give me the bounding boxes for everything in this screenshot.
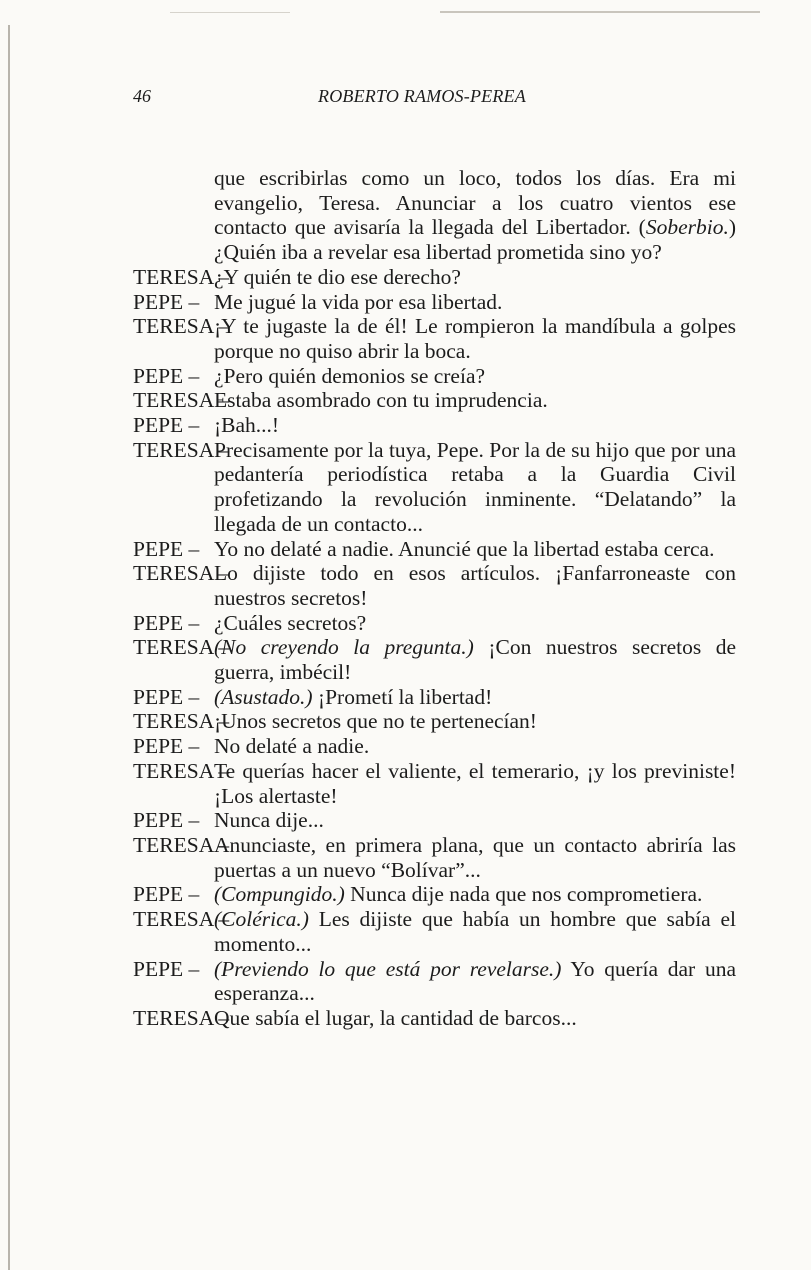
spoken-line: No delaté a nadie. (214, 734, 370, 759)
speaker-name: TERESA – (133, 561, 230, 586)
spoken-line: Yo no delaté a nadie. Anuncié que la libertad estaba cerca. (214, 536, 715, 561)
spoken-line: Me jugué la vida por esa libertad. (214, 289, 503, 314)
page-header (0, 86, 811, 110)
dialogue-text (214, 314, 736, 363)
spoken-line: ¡Bah...! (214, 413, 280, 438)
dialogue-text (214, 907, 736, 956)
dialogue-text (214, 1006, 736, 1031)
speaker-name: TERESA – (133, 907, 230, 932)
dialogue-entry (0, 808, 736, 833)
spoken-line: ¡Prometí la libertad! (317, 684, 493, 709)
stage-direction: (Asustado.) (214, 684, 313, 709)
dialogue-entry (0, 734, 736, 759)
stage-direction: (Compungido.) (214, 882, 345, 907)
speaker-name: PEPE – (133, 808, 200, 833)
spoken-line: Lo dijiste todo en esos artículos. ¡Fanfarroneaste con nuestros secretos! (214, 561, 736, 610)
dialogue-text (214, 833, 736, 882)
continuation-text: que escribirlas como un loco, todos los días. Era mi evangelio, Teresa. Anunciar a los cuatro vientos ese contacto que avisaría la llegada del Libertador. (Soberbio.) ¿Quién iba a revelar esa libertad prometida sino yo? (214, 166, 736, 265)
scan-top-rule (440, 11, 760, 13)
spoken-line: ¡Unos secretos que no te pertenecían! (214, 709, 537, 734)
dialogue-entry (0, 561, 736, 610)
speaker-name: TERESA – (133, 832, 230, 857)
dialogue-text (214, 290, 736, 315)
stage-direction: (No creyendo la pregunta.) (214, 635, 474, 660)
speaker-name: TERESA – (133, 635, 230, 660)
speaker-name: TERESA – (133, 388, 230, 413)
spoken-line: Les dijiste que había un hombre que sabía el momento... (214, 907, 737, 956)
spoken-line: Yo quería dar una esperanza... (214, 956, 736, 1006)
dialogue-entry (0, 1006, 736, 1031)
dialogue-entry (0, 957, 736, 1006)
dialogue-text (214, 808, 736, 833)
speaker-name: PEPE – (133, 956, 200, 981)
spoken-line: ¿Y quién te dio ese derecho? (214, 264, 461, 289)
speaker-name: PEPE – (133, 363, 200, 388)
dialogue-text (214, 759, 736, 808)
spoken-line: ¡Y te jugaste la de él! Le rompieron la mandíbula a golpes porque no quiso abrir la boca. (214, 314, 736, 363)
dialogue-entry (0, 759, 736, 808)
dialogue-text (214, 438, 736, 537)
running-head: ROBERTO RAMOS-PEREA (318, 86, 526, 106)
spoken-line: Nunca dije nada que nos comprometiera. (350, 882, 703, 907)
spoken-line: Te querías hacer el valiente, el temerario, ¡y los previniste! ¡Los alertaste! (214, 758, 736, 808)
dialogue-entry (0, 388, 736, 413)
dialogue-text (214, 734, 736, 759)
dialogue-entry (0, 685, 736, 710)
speaker-name: PEPE – (133, 536, 200, 561)
dialogue-entry (0, 314, 736, 363)
dialogue-text (214, 882, 736, 907)
dialogue-text (214, 265, 736, 290)
spoken-line: Nunca dije... (214, 808, 324, 833)
spoken-line: ¡Con nuestros secretos de guerra, imbécil! (214, 635, 737, 685)
speaker-name: TERESA – (133, 437, 230, 462)
dialogue-entry (0, 833, 736, 882)
dialogue-entry (0, 537, 736, 562)
play-text (0, 166, 811, 1031)
dialogue-text (214, 561, 736, 610)
dialogue-entry (0, 907, 736, 956)
speaker-name: PEPE – (133, 734, 200, 759)
speaker-name: TERESA – (133, 1005, 230, 1030)
speaker-name: PEPE – (133, 610, 200, 635)
dialogue-text (214, 957, 736, 1006)
continuation-paragraph (0, 166, 736, 265)
dialogue-text (214, 388, 736, 413)
stage-direction: (Previendo lo que está por revelarse.) (214, 956, 562, 981)
speaker-name: TERESA – (133, 709, 230, 734)
dialogue-entry (0, 635, 736, 684)
dialogue-entry (0, 709, 736, 734)
page-number: 46 (133, 86, 151, 106)
dialogue-text (214, 685, 736, 710)
speaker-name: PEPE – (133, 684, 200, 709)
speaker-name: PEPE – (133, 882, 200, 907)
scan-top-rule (170, 12, 290, 13)
dialogue-entry (0, 611, 736, 636)
dialogue-text (214, 413, 736, 438)
spoken-line: Anunciaste, en primera plana, que un contacto abriría las puertas a un nuevo “Bolívar”... (214, 832, 736, 882)
dialogue-text (214, 537, 736, 562)
dialogue-text (214, 364, 736, 389)
dialogue-entry (0, 290, 736, 315)
dialogue-entry (0, 265, 736, 290)
dialogue-text (214, 611, 736, 636)
dialogue-entry (0, 413, 736, 438)
dialogue-text (214, 635, 736, 684)
speaker-name: PEPE – (133, 413, 200, 438)
dialogue-entry (0, 882, 736, 907)
dialogue-entry (0, 364, 736, 389)
spoken-line: Estaba asombrado con tu imprudencia. (214, 388, 548, 413)
stage-direction: (Colérica.) (214, 907, 309, 932)
dialogue-entry (0, 438, 736, 537)
spoken-line: ¿Pero quién demonios se creía? (214, 363, 486, 388)
spoken-line: Que sabía el lugar, la cantidad de barcos... (214, 1005, 577, 1030)
spoken-line: Precisamente por la tuya, Pepe. Por la de su hijo que por una pedantería periodística retaba a la Guardia Civil profetizando la revolución inminente. “Delatando” la llegada de un contacto... (214, 437, 736, 536)
speaker-name: PEPE – (133, 289, 200, 314)
speaker-name: TERESA – (133, 264, 230, 289)
spoken-line: ¿Cuáles secretos? (214, 610, 367, 635)
dialogue-text (214, 709, 736, 734)
speaker-name: TERESA – (133, 314, 230, 339)
speaker-name: TERESA – (133, 758, 230, 783)
